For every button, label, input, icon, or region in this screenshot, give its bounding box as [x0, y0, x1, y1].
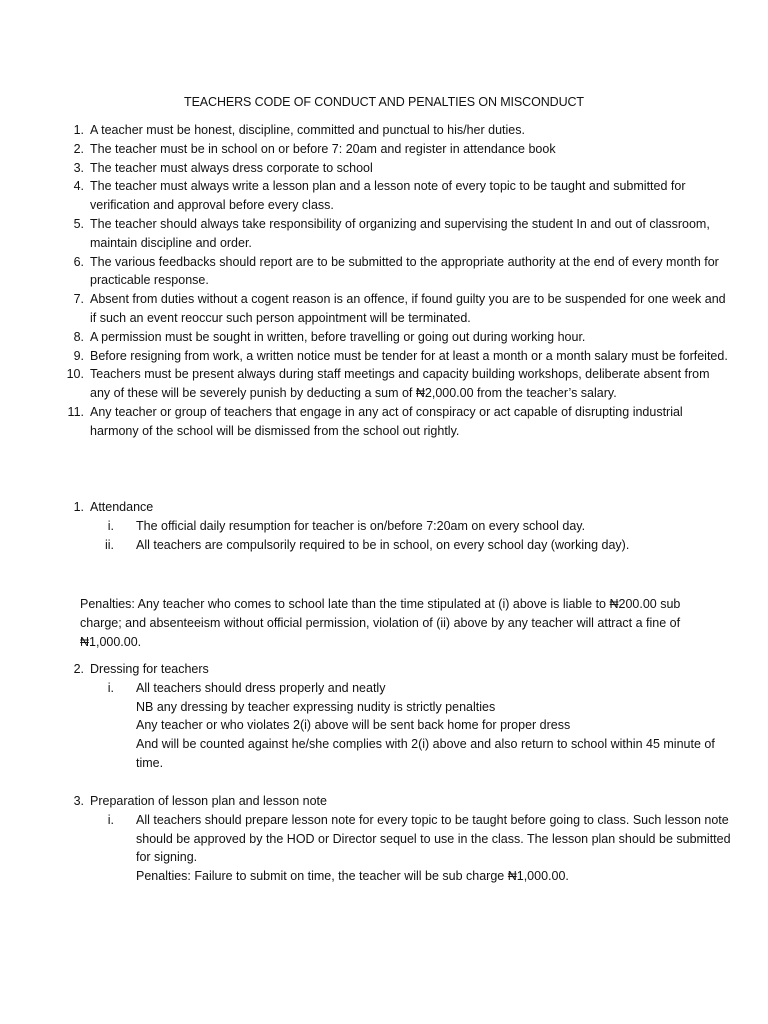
- item-text: A teacher must be honest, discipline, committed and punctual to his/her duties.: [90, 123, 525, 137]
- item-text: The teacher should always take responsibility of organizing and supervising the student In and out of classroom, maintain discipline and order.: [90, 216, 710, 250]
- list-item: [62, 347, 732, 366]
- item-text: The teacher must always write a lesson plan and a lesson note of every topic to be taught and submitted for verification and approval before every class.: [90, 179, 686, 213]
- item-text: Any teacher or group of teachers that engage in any act of conspiracy or act capable of disrupting industrial harmony of the school will be dismissed from the school out rightly.: [90, 404, 683, 438]
- list-item: [62, 215, 732, 253]
- dressing-section: [62, 660, 732, 773]
- item-text: Absent from duties without a cogent reason is an offence, if found guilty you are to be suspended for one week and if such an event reoccur such person appointment will be terminated.: [90, 292, 726, 325]
- dressing-line: And will be counted against he/she complies with 2(i) above and also return to school within 45 minute of time.: [136, 737, 715, 770]
- list-item: [62, 290, 732, 328]
- section-number: 3.: [73, 794, 84, 808]
- section-heading: [62, 660, 732, 679]
- item-number: 11.: [67, 404, 84, 419]
- item-text: Teachers must be present always during staff meetings and capacity building workshops, deliberate absent from any of these will be severely punish by deducting a sum of ₦2,000.00 from the teacher’s salary.: [90, 367, 710, 401]
- roman-numeral: i.: [107, 518, 114, 533]
- attendance-section: [62, 498, 732, 554]
- sub-item-text: All teachers are compulsorily required to be in school, on every school day (working day).: [136, 537, 630, 552]
- list-item: [62, 403, 732, 441]
- item-text: The teacher must be in school on or before 7: 20am and register in attendance book: [90, 141, 556, 156]
- attendance-penalty: Penalties: Any teacher who comes to school late than the time stipulated at (i) above is liable to ₦200.00 sub charge; and absenteeism without official permission, violation of (ii) above by any teacher will attract a fine of ₦1,000.00.: [80, 597, 681, 649]
- code-of-conduct-list: [62, 121, 732, 441]
- sub-item: [62, 517, 732, 536]
- item-number: 6.: [73, 254, 84, 269]
- item-number: 5.: [73, 216, 84, 231]
- roman-numeral: i.: [107, 812, 114, 827]
- item-number: 10.: [66, 367, 84, 382]
- section-title: Dressing for teachers: [90, 662, 209, 676]
- list-item: [62, 159, 732, 178]
- list-item: [62, 121, 732, 140]
- item-text: The teacher must always dress corporate to school: [90, 160, 373, 175]
- section-heading: [62, 498, 732, 517]
- item-text: A permission must be sought in written, before travelling or going out during working hour.: [90, 329, 586, 344]
- roman-numeral: ii.: [104, 537, 114, 552]
- list-item: [62, 253, 732, 291]
- sub-item-text: The official daily resumption for teacher is on/before 7:20am on every school day.: [136, 518, 586, 533]
- sub-item: [62, 536, 732, 555]
- lesson-line: All teachers should prepare lesson note for every topic to be taught before going to class. Such lesson note should be approved by the HOD or Director sequel to use in the class. The lesson plan should be submitted for signing.: [136, 812, 731, 865]
- lesson-plan-section: [62, 792, 732, 886]
- dressing-line: All teachers should dress properly and neatly: [136, 680, 386, 695]
- page-title: TEACHERS CODE OF CONDUCT AND PENALTIES ON MISCONDUCT: [184, 95, 584, 109]
- item-number: 4.: [73, 179, 84, 194]
- item-number: 9.: [73, 348, 84, 363]
- dressing-line: NB any dressing by teacher expressing nudity is strictly penalties: [136, 699, 496, 714]
- sub-item: [62, 811, 732, 886]
- item-number: 3.: [73, 160, 84, 175]
- item-number: 8.: [73, 329, 84, 344]
- roman-numeral: i.: [107, 680, 114, 695]
- item-text: Before resigning from work, a written notice must be tender for at least a month or a month salary must be forfeited.: [90, 348, 728, 363]
- section-heading: [62, 792, 732, 811]
- section-title: Attendance: [90, 500, 154, 514]
- item-number: 1.: [73, 123, 84, 137]
- item-number: 2.: [73, 141, 84, 156]
- section-number: 2.: [73, 662, 84, 676]
- dressing-line: Any teacher or who violates 2(i) above will be sent back home for proper dress: [136, 718, 571, 733]
- sub-item: [62, 679, 732, 773]
- lesson-penalty: Penalties: Failure to submit on time, the teacher will be sub charge ₦1,000.00.: [136, 869, 569, 884]
- list-item: [62, 328, 732, 347]
- list-item: [62, 140, 732, 159]
- item-number: 7.: [73, 292, 84, 307]
- list-item: [62, 177, 732, 215]
- section-title: Preparation of lesson plan and lesson note: [90, 794, 327, 808]
- list-item: [62, 365, 732, 403]
- item-text: The various feedbacks should report are to be submitted to the appropriate authority at the end of every month for practicable response.: [90, 254, 719, 288]
- section-number: 1.: [73, 500, 84, 514]
